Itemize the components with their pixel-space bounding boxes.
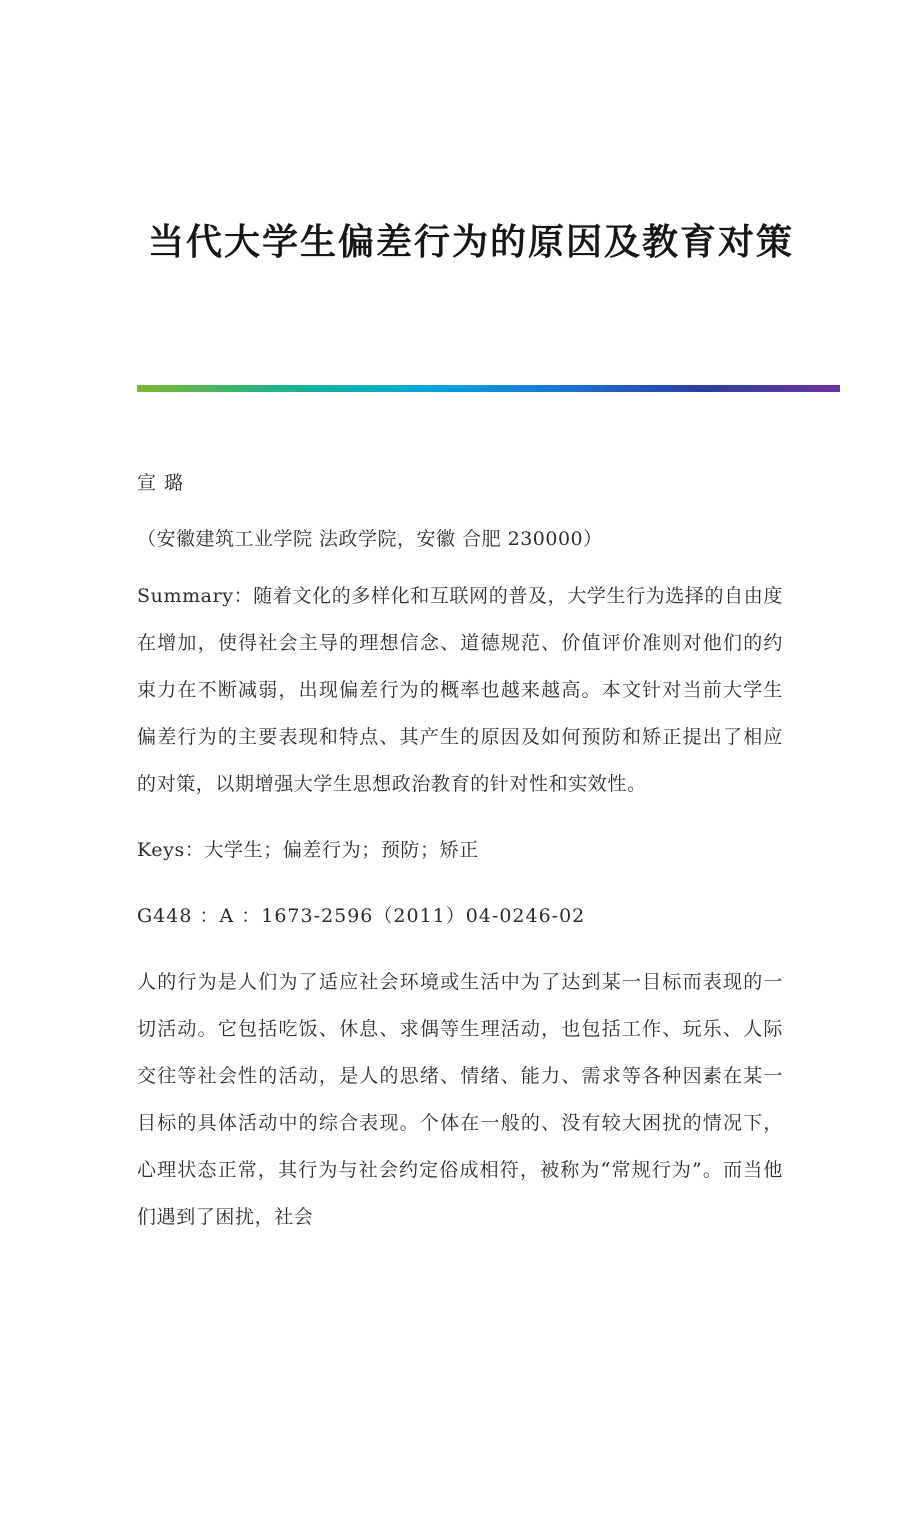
keywords-text: 大学生；偏差行为；预防；矫正 [204,839,479,861]
gradient-divider [137,385,840,392]
author-affiliation: （安徽建筑工业学院 法政学院，安徽 合肥 230000） [137,528,603,550]
abstract-paragraph [137,573,783,808]
classification-line: G448 ：A ：1673-2596（2011）04-0246-02 [137,905,586,927]
page-title: 当代大学生偏差行为的原因及教育对策 [148,221,795,263]
keywords-paragraph [137,827,783,874]
abstract-text: 随着文化的多样化和互联网的普及，大学生行为选择的自由度在增加，使得社会主导的理想信念、道德规范、价值评价准则对他们的约束力在不断减弱，出现偏差行为的概率也越来越高。本文针对当前大学生偏差行为的主要表现和特点、其产生的原因及如何预防和矫正提出了相应的对策，以期增强大学生思想政治教育的针对性和实效性。 [137,585,784,795]
document-page [0,220,920,1522]
document-body [137,471,783,1241]
abstract-label: Summary： [137,585,254,607]
keywords-label: Keys： [137,839,205,861]
body-paragraph: 人的行为是人们为了适应社会环境或生活中为了达到某一目标而表现的一切活动。它包括吃饭、休息、求偶等生理活动，也包括工作、玩乐、人际交往等社会性的活动，是人的思绪、情绪、能力、需求等各种因素在某一目标的具体活动中的综合表现。个体在一般的、没有较大困扰的情况下，心理状态正常，其行为与社会约定俗成相符，被称为“常规行为”。而当他们遇到了困扰，社会 [137,971,783,1228]
author-name: 宣 璐 [137,472,185,494]
